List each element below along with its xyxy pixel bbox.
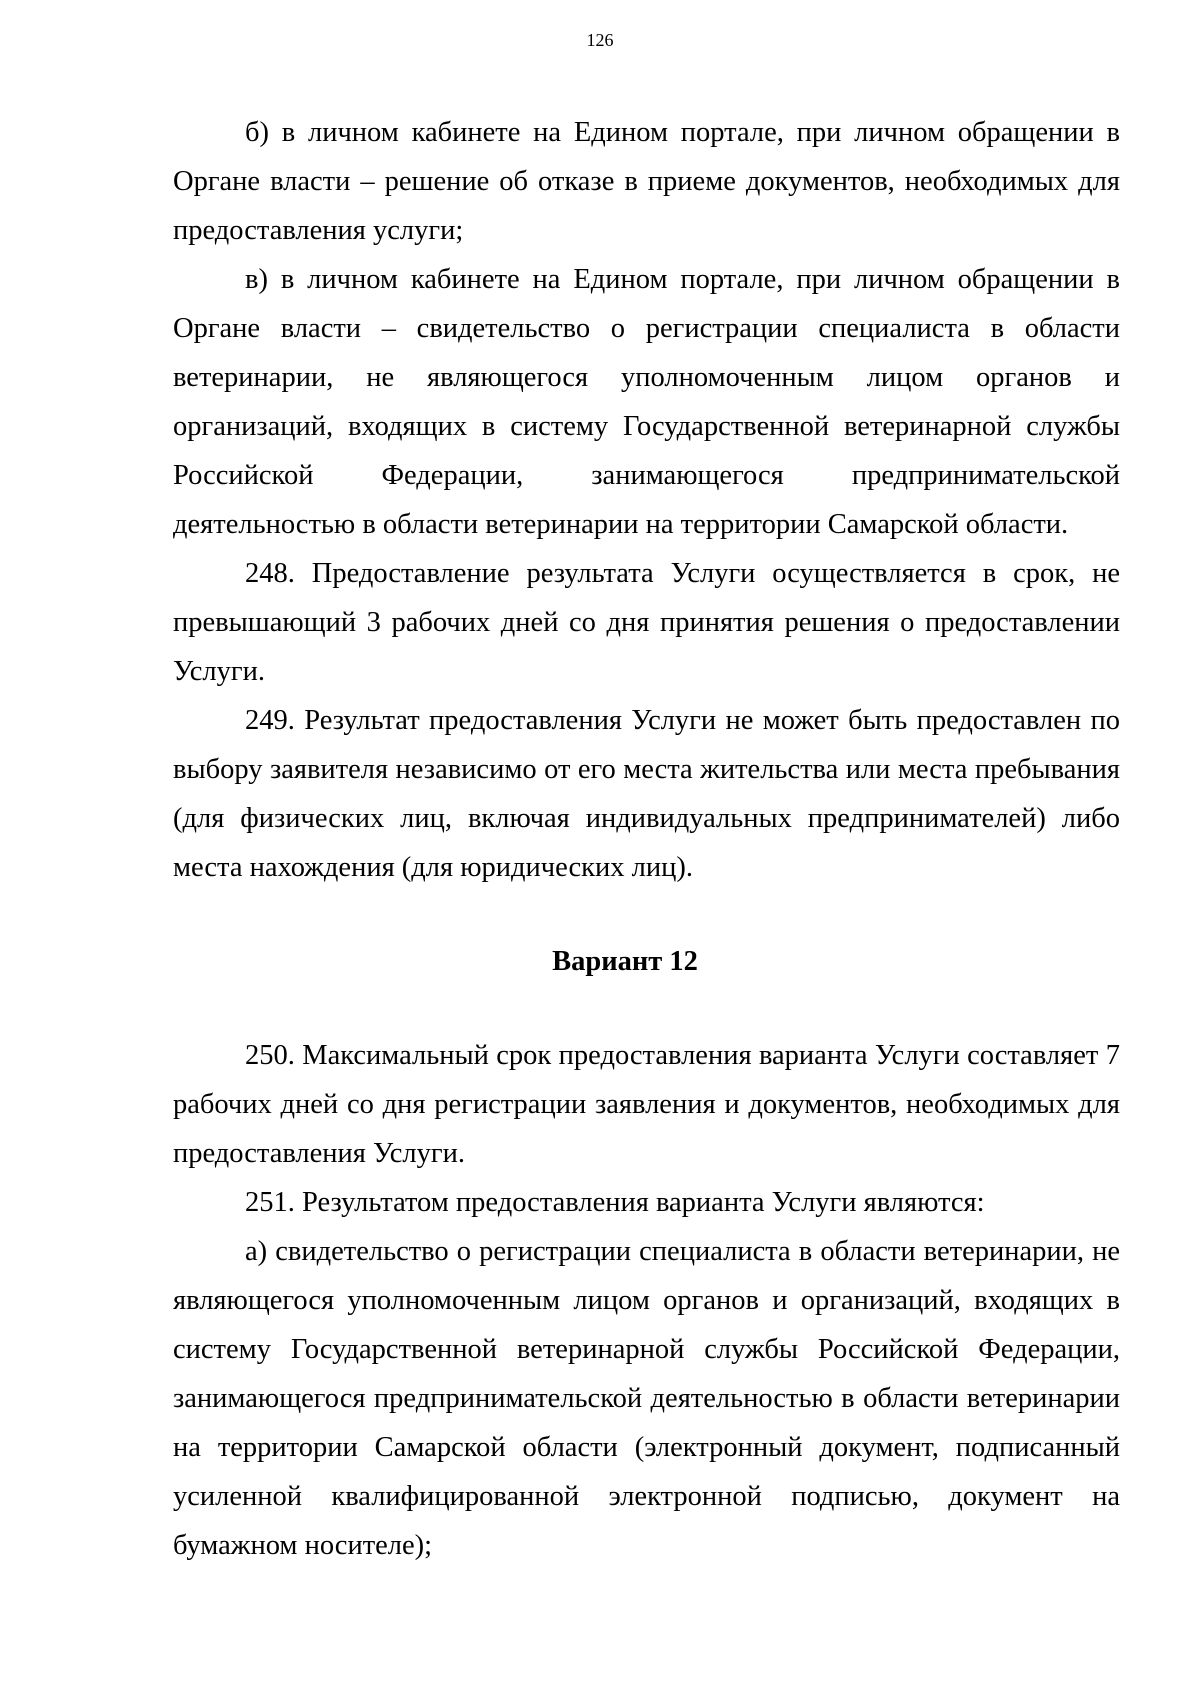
section-heading: Вариант 12 (552, 946, 698, 977)
paragraph-v: в) в личном кабинете на Едином портале, при личном обращении в Органе власти – свидетельство о регистрации специалиста в области ветеринарии, не являющегося уполномоченным лицом органов и организаций, входящих в систему Государственной ветеринарной службы Российской Федерации, занимающегося предпринимательской деятельностью в области ветеринарии на территории Самарской области. (173, 264, 1120, 540)
paragraph-248: 248. Предоставление результата Услуги осуществляется в срок, не превышающий 3 рабочих дней со дня принятия решения о предоставлении Услуги. (173, 558, 1120, 687)
paragraph-a: а) свидетельство о регистрации специалиста в области ветеринарии, не являющегося уполномоченным лицом органов и организаций, входящих в систему Государственной ветеринарной службы Российской Федерации, занимающегося предпринимательской деятельностью в области ветеринарии на территории Самарской области (электронный документ, подписанный усиленной квалифицированной электронной подписью, документ на бумажном носителе); (173, 1236, 1120, 1561)
page-number: 126 (586, 30, 614, 50)
paragraph-249: 249. Результат предоставления Услуги не может быть предоставлен по выбору заявителя независимо от его места жительства или места пребывания (для физических лиц, включая индивидуальных предпринимателей) либо места нахождения (для юридических лиц). (173, 705, 1120, 883)
paragraph-251: 251. Результатом предоставления варианта Услуги являются: (245, 1187, 985, 1218)
text-block-after-heading (173, 1031, 1120, 1570)
text-block-before-heading (173, 108, 1120, 892)
paragraph-250: 250. Максимальный срок предоставления варианта Услуги составляет 7 рабочих дней со дня регистрации заявления и документов, необходимых для предоставления Услуги. (173, 1040, 1120, 1169)
paragraph-b: б) в личном кабинете на Едином портале, при личном обращении в Органе власти – решение об отказе в приеме документов, необходимых для предоставления услуги; (173, 117, 1120, 246)
